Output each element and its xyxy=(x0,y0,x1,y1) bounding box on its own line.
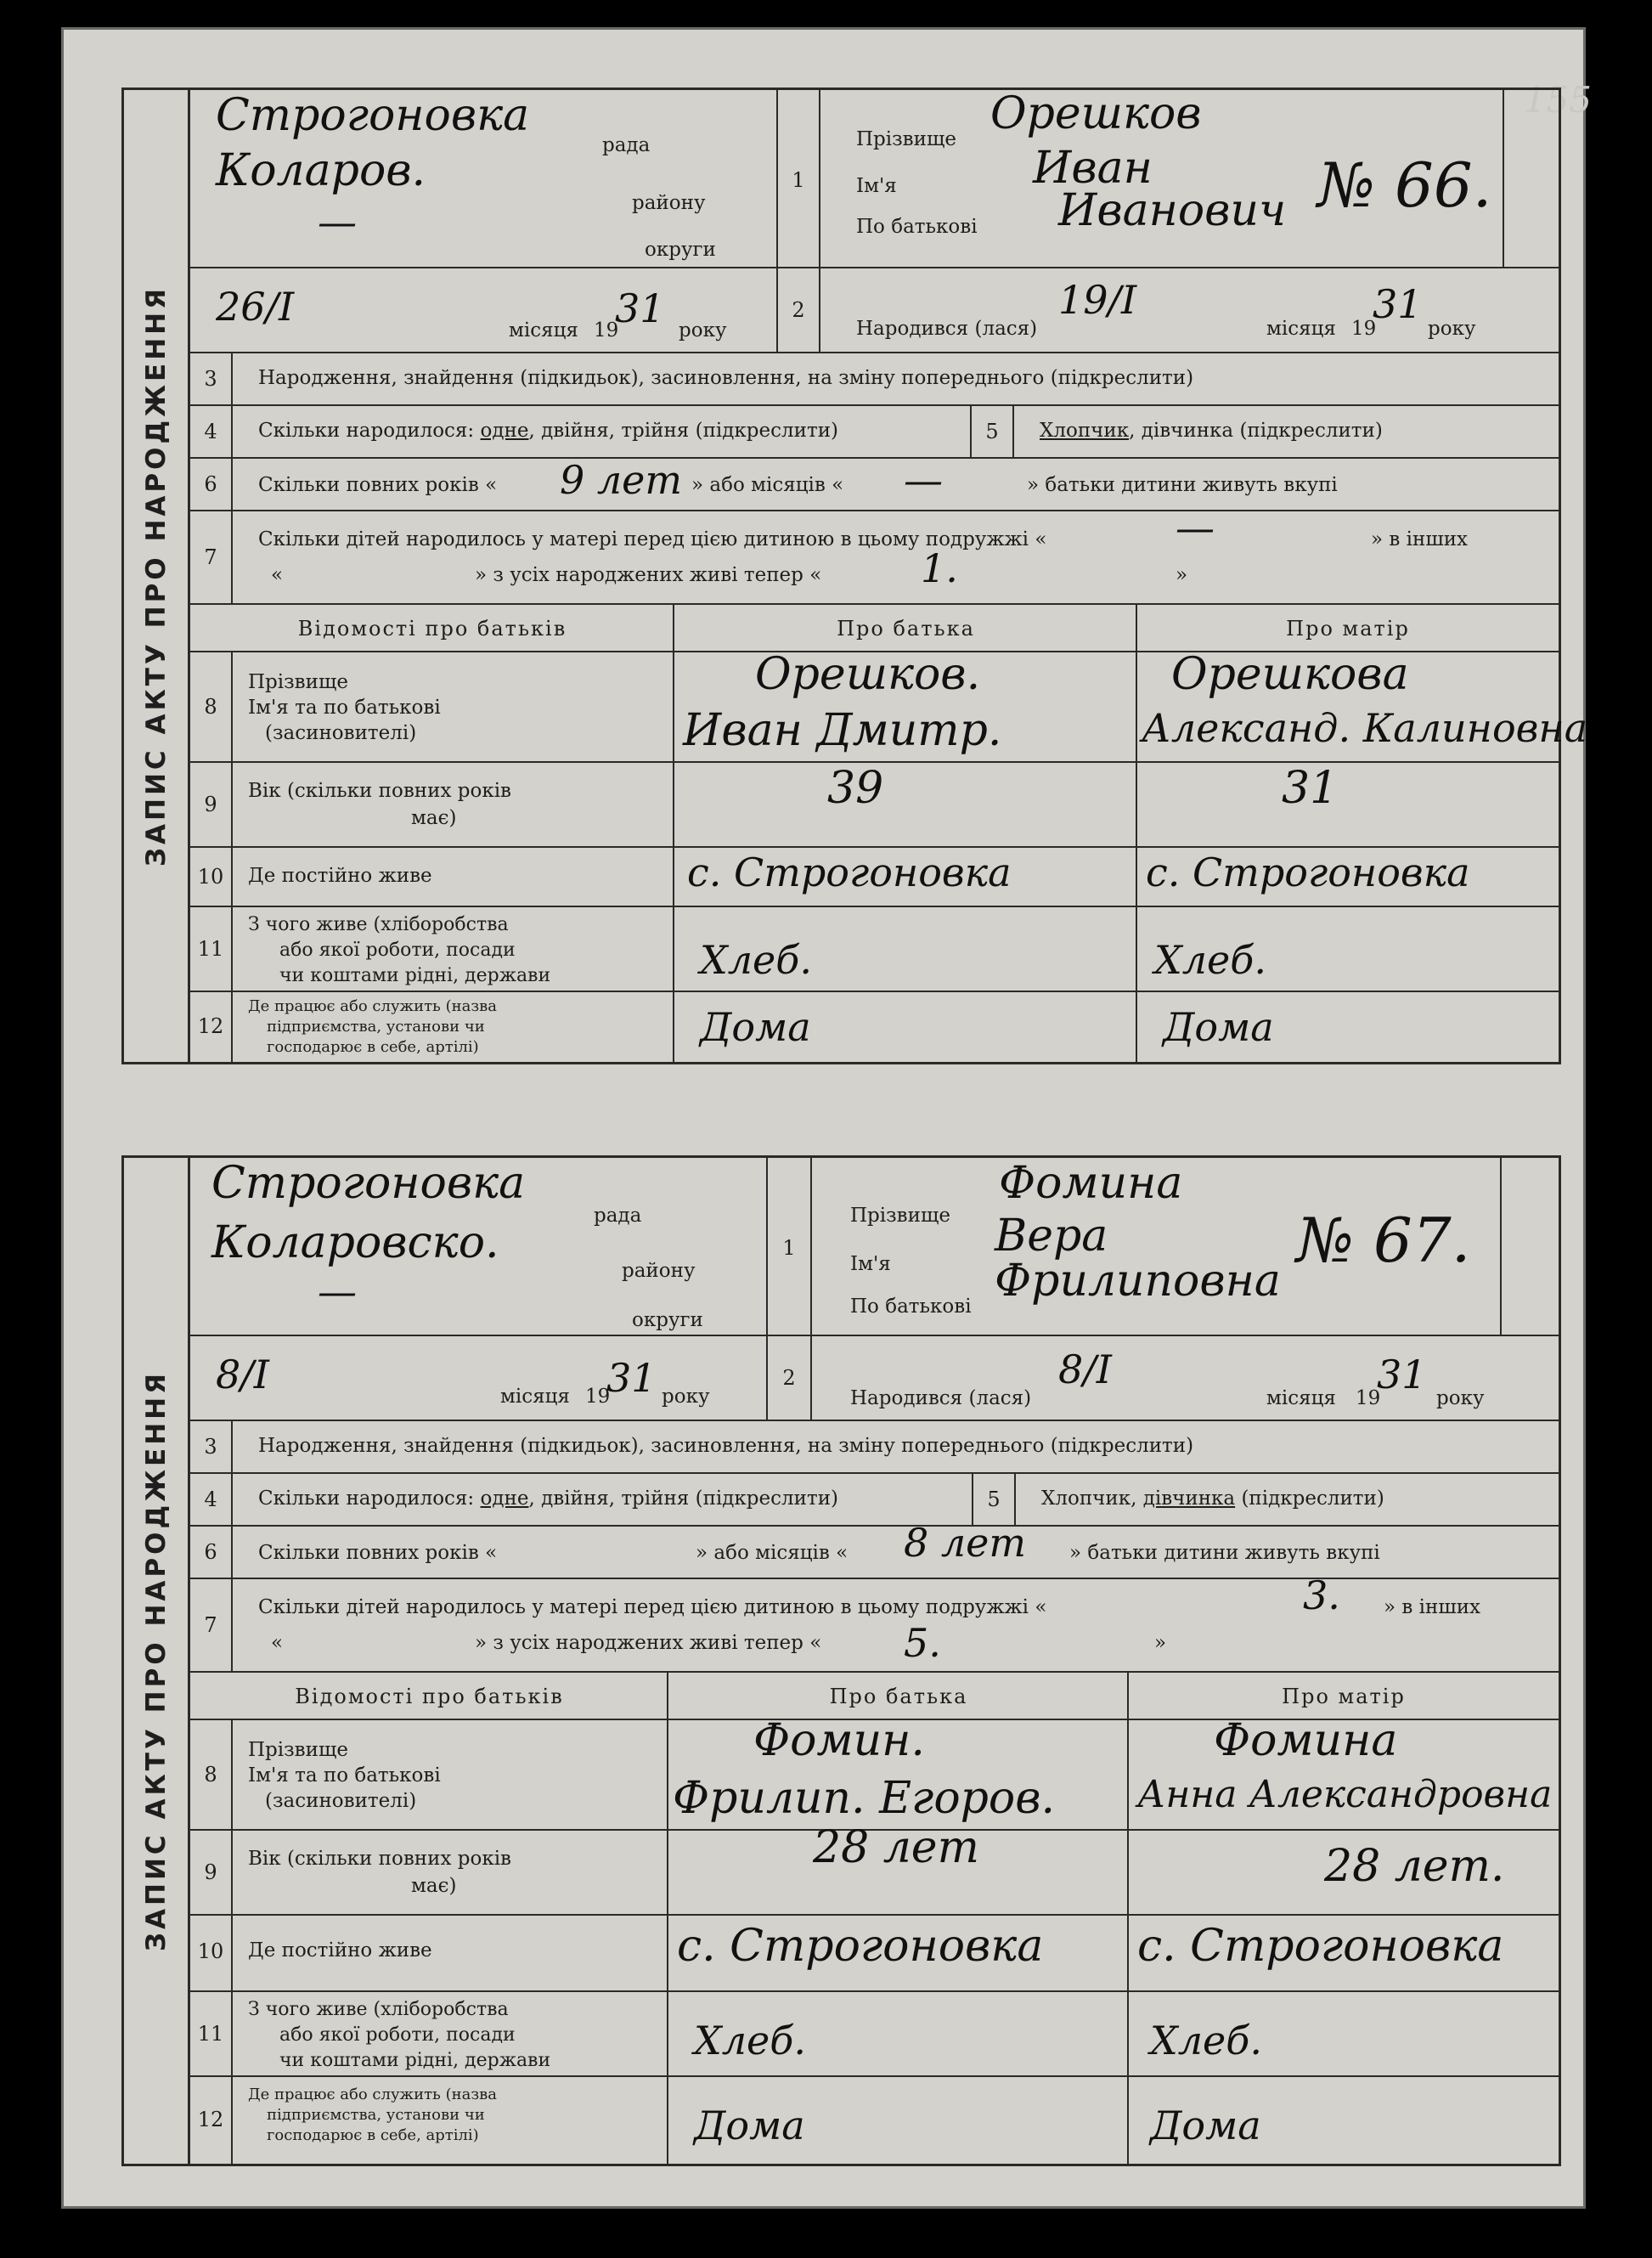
patronymic-value: Фрилиповна xyxy=(995,1256,1281,1307)
father-surname-value: Орешков. xyxy=(755,649,981,700)
father-surname-value: Фомин. xyxy=(753,1715,925,1766)
rada-label: рада xyxy=(602,134,651,156)
mother-surname-value: Орешкова xyxy=(1171,649,1409,700)
okruh-value: — xyxy=(318,1268,357,1314)
birth-date-cell: Народився (лася) 19/I місяця 19 31 року xyxy=(820,268,1559,353)
page-corner-number: 155 xyxy=(1523,79,1592,121)
birth-year-value: 31 xyxy=(1373,281,1423,327)
children-living-value: 1. xyxy=(921,545,958,591)
father-residence-value: с. Строгоновка xyxy=(687,850,1012,895)
side-title: ЗАПИС АКТУ ПРО НАРОДЖЕННЯ xyxy=(124,90,190,1062)
raion-value: Коларов. xyxy=(216,145,426,196)
side-title: ЗАПИС АКТУ ПРО НАРОДЖЕННЯ xyxy=(124,1158,190,2164)
surname-value: Фомина xyxy=(999,1158,1183,1209)
okruh-label: округи xyxy=(645,239,716,261)
record-number: № 67. xyxy=(1296,1205,1471,1276)
record-number: № 66. xyxy=(1317,150,1492,221)
register-page xyxy=(61,27,1592,2209)
months-together-value: — xyxy=(904,457,943,503)
birth-date-value: 19/I xyxy=(1058,277,1137,323)
rada-value: Строгоновка xyxy=(211,1158,526,1209)
mother-name-value: Анна Александровна xyxy=(1137,1773,1553,1816)
name-label: Ім'я xyxy=(856,175,897,197)
birth-record-67: ЗАПИС АКТУ ПРО НАРОДЖЕННЯ Строгоновка рада Коларовско. району — округи 1 Прізвище Фомина Ім'я Вера По батькові Фрилиповна № 67. 8/I місяця 19 31 року 2 Народився (лася) 8/I місяця 19 31 року 3 Народження, знайдення (підкидьок), засиновлення, на зміну попереднього (підкреслити) 4 Скільки народилося: одне, двійня, трійня (підкреслити) 5 Хлопчик, дівчинка (підкреслити) 6 Скільки повних років « » або місяців « 8 лет » батьки дитини живуть вкупі 7 Скільки дітей народилось у матері перед цією дитиною в цьому подружжі « 3. » в інших « » з усіх народжених живі тепер « 5. » Відомості про батьків Про батька Про матір 8 Прізвище Ім'я та по батькові (засиновителі) Фомин. Фрилип. Егоров. Фомина Анна Александровна 9 Вік (скільки повних років має) 28 лет 28 лет. 10 Де постійно живе с. Строгоновка с. Строгоновка 11 З чого живе (хліборобства або якої роботи, посади чи коштами рідні, держави Хлеб. Хлеб. 12 Де працює або служить (назва підприємства, установи чи господарює в себе, артілі) Дома Дома xyxy=(121,1155,1561,2166)
father-name-value: Фрилип. Егоров. xyxy=(673,1773,1056,1824)
mother-surname-value: Фомина xyxy=(1214,1715,1398,1766)
years-together-value: 9 лет xyxy=(560,457,683,503)
location-cell xyxy=(190,90,778,268)
sex-cell: Хлопчик, дівчинка (підкреслити) xyxy=(1014,406,1559,459)
father-age-value: 39 xyxy=(827,763,884,814)
location-cell: Строгоновка рада Коларовско. району — округи xyxy=(190,1158,768,1336)
patronymic-label: По батькові xyxy=(856,216,978,238)
raion-label: району xyxy=(632,192,706,214)
mother-work-value: Дома xyxy=(1163,1004,1274,1050)
mother-name-value: Александ. Калиновна xyxy=(1142,705,1588,751)
father-livelihood-value: Хлеб. xyxy=(700,937,812,983)
rada-value: Строгоновка xyxy=(216,90,530,141)
birth-type-label: Народження, знайдення (підкидьок), засиновлення, на зміну попереднього (підкреслити) xyxy=(258,367,1194,389)
mother-residence-value: с. Строгоновка xyxy=(1146,850,1470,895)
children-marriage-value: — xyxy=(1176,505,1215,550)
father-name-value: Иван Дмитр. xyxy=(683,705,1002,756)
raion-value: Коларовско. xyxy=(211,1217,499,1268)
patronymic-value: Иванович xyxy=(1058,185,1287,236)
reg-date-value: 26/I xyxy=(216,284,295,330)
birth-record-66: ЗАПИС АКТУ ПРО НАРОДЖЕННЯ Строгоновка рада Коларов. району — округи 1 Прізвище Орешков Ім'я Иван По батькові Иванович № 66. 26/I місяця 19 31 року 2 Народився (лася) 19/I місяця 19 31 року 3 Народження, знайдення (підкидьок), засиновлення, на зміну попереднього (підкреслити) 4 Скільки народилося: одне, двійня, трійня (підкреслити) 5 Хлопчик, дівчинка (підкреслити) 6 Скільки повних років « 9 лет » або місяців « — » батьки дитини живуть вкупі 7 Скільки дітей народилось у матері перед цією дитиною в цьому подружжі « — » в інших « » з усіх народжених живі тепер « 1. » Відомості про батьків Про батька Про матір 8 Прізвище Ім'я та по батькові (засиновителі) Орешков. Иван Дмитр. Орешкова Александ. Калиновна 9 Вік (скільки повних років має) 39 31 10 Де постійно живе с. Строгоновка с. Строгоновка 11 З чого живе (хліборобства або якої роботи, посади чи коштами рідні, держави Хлеб. Хлеб. 12 Де працює або служить (назва підприємства, установи чи господарює в себе, артілі) Дома Дома xyxy=(121,87,1561,1064)
surname-value: Орешков xyxy=(990,88,1202,139)
surname-label: Прізвище xyxy=(856,128,956,150)
father-work-value: Дома xyxy=(700,1004,811,1050)
registration-date-cell: 26/I місяця 19 31 року xyxy=(190,268,778,353)
mother-age-value: 31 xyxy=(1282,763,1339,814)
name-value: Вера xyxy=(995,1211,1108,1262)
okruh-value: — xyxy=(318,199,357,245)
name-cell: Прізвище Фомина Ім'я Вера По батькові Фрилиповна xyxy=(812,1158,1502,1336)
name-value: Иван xyxy=(1033,143,1153,194)
reg-year-value: 31 xyxy=(615,285,665,331)
mother-livelihood-value: Хлеб. xyxy=(1154,937,1266,983)
